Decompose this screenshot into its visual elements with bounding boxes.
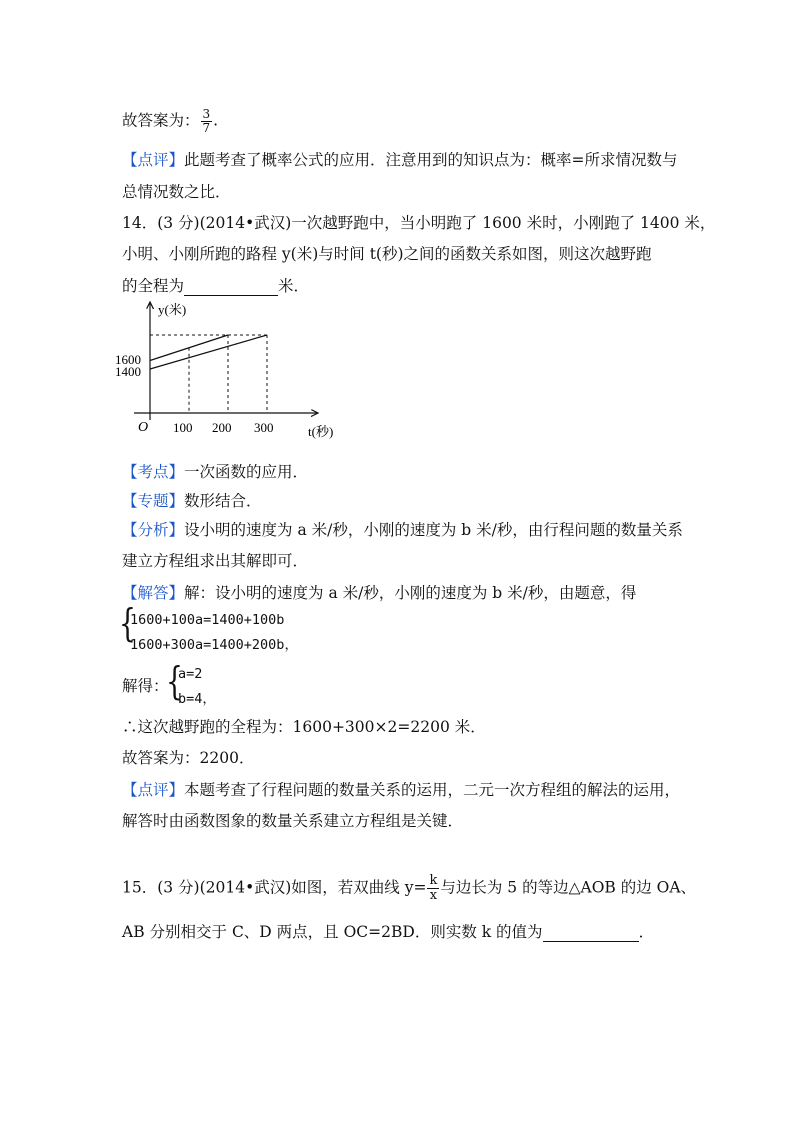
fenxi-line1: [122, 520, 683, 540]
dianping-line1: [122, 780, 680, 800]
fenxi-tag: 【分析】: [122, 521, 185, 539]
equation-2: [130, 633, 298, 653]
solution-a: a=2: [178, 666, 203, 682]
x-tick-label-200: 200: [212, 420, 232, 435]
q13-answer: [122, 108, 218, 135]
q15-stem-line1: [122, 874, 696, 903]
conclusion-line: ∴这次越野跑的全程为：1600+300×2=2200 米．: [122, 718, 486, 736]
x-axis-label: t(秒): [308, 424, 334, 439]
x-tick-label-100: 100: [173, 420, 193, 435]
series-line-2: [150, 335, 267, 369]
jieda-line1: [122, 583, 636, 603]
zhuanti-tag: 【专题】: [122, 492, 185, 510]
y-tick-label-1400: 1400: [115, 364, 141, 379]
system-brace: {: [119, 601, 136, 645]
answer-fraction: [201, 108, 213, 135]
solution-brace: {: [166, 659, 183, 703]
equation-2-text: 1600+300a=1400+200b: [130, 637, 285, 653]
answer-blank[interactable]: [184, 295, 278, 296]
q15-stem-line2: [122, 922, 654, 942]
dianping-tag: 【点评】: [122, 781, 185, 799]
zhuanti-text: 数形结合．: [184, 492, 262, 510]
fraction-numerator: 3: [202, 107, 211, 121]
y-tick-label-1600: 1600: [115, 352, 141, 367]
stem-text: 米．: [278, 277, 310, 295]
kaodian-tag: 【考点】: [122, 463, 185, 481]
answer-line: 故答案为：2200．: [122, 749, 255, 767]
fraction-numerator: k: [429, 873, 438, 888]
x-tick-label-300: 300: [254, 420, 274, 435]
answer-prefix: 故答案为：: [122, 111, 200, 130]
solution-tail: ，: [202, 691, 216, 707]
hyperbola-fraction: [427, 874, 439, 903]
answer-suffix: .: [213, 111, 219, 130]
q14-stem-line3: [122, 276, 309, 296]
q14-stem-line1: 14．(3 分)(2014•武汉)一次越野跑中，当小明跑了 1600 米时，小刚跑了 1400 米，: [122, 214, 716, 232]
solution-b-text: b=4: [178, 691, 203, 707]
origin-label: O: [138, 420, 149, 435]
fraction-denominator: 7: [202, 121, 211, 135]
zhuanti-line: [122, 491, 262, 511]
function-graph: [112, 298, 352, 446]
answer-blank[interactable]: [543, 941, 639, 942]
q13-comment-line2: [122, 182, 231, 202]
jieda-tag: 【解答】: [122, 584, 185, 602]
kaodian-line: [122, 462, 308, 482]
stem-text: 15．(3 分)(2014•武汉)如图，若双曲线 y=: [122, 878, 427, 897]
dianping-line2: 解答时由函数图象的数量关系建立方程组是关键．: [122, 812, 464, 830]
dianping-text: 本题考查了行程问题的数量关系的运用，二元一次方程组的解法的运用，: [184, 781, 681, 799]
y-axis-label: y(米): [158, 302, 187, 317]
solution-b: [178, 687, 216, 707]
comment-tag: 【点评】: [122, 151, 185, 169]
equation-1: 1600+100a=1400+100b: [130, 612, 285, 628]
solve-prefix: 解得：: [122, 677, 169, 695]
fenxi-line2: 建立方程组求出其解即可．: [122, 552, 309, 570]
stem-text: AB 分别相交于 C、D 两点，且 OC=2BD．则实数 k 的值为: [122, 923, 543, 941]
stem-text: ．: [638, 923, 655, 941]
stem-text: 与边长为 5 的等边△AOB 的边 OA、: [440, 878, 697, 897]
kaodian-text: 一次函数的应用．: [184, 463, 309, 481]
jieda-text: 解：设小明的速度为 a 米/秒，小刚的速度为 b 米/秒，由题意，得: [184, 584, 637, 602]
fenxi-text: 设小明的速度为 a 米/秒，小刚的速度为 b 米/秒，由行程问题的数量关系: [184, 521, 683, 539]
fraction-denominator: x: [429, 888, 438, 903]
comment-text: 总情况数之比．: [122, 183, 231, 201]
comment-text: 此题考查了概率公式的应用．注意用到的知识点为：概率=所求情况数与: [184, 151, 678, 169]
q14-stem-line2: 小明、小刚所跑的路程 y(米)与时间 t(秒)之间的函数关系如图，则这次越野跑: [122, 245, 652, 263]
system-tail: ，: [284, 637, 298, 653]
q13-comment-line1: [122, 150, 678, 170]
stem-text: 的全程为: [122, 277, 185, 295]
